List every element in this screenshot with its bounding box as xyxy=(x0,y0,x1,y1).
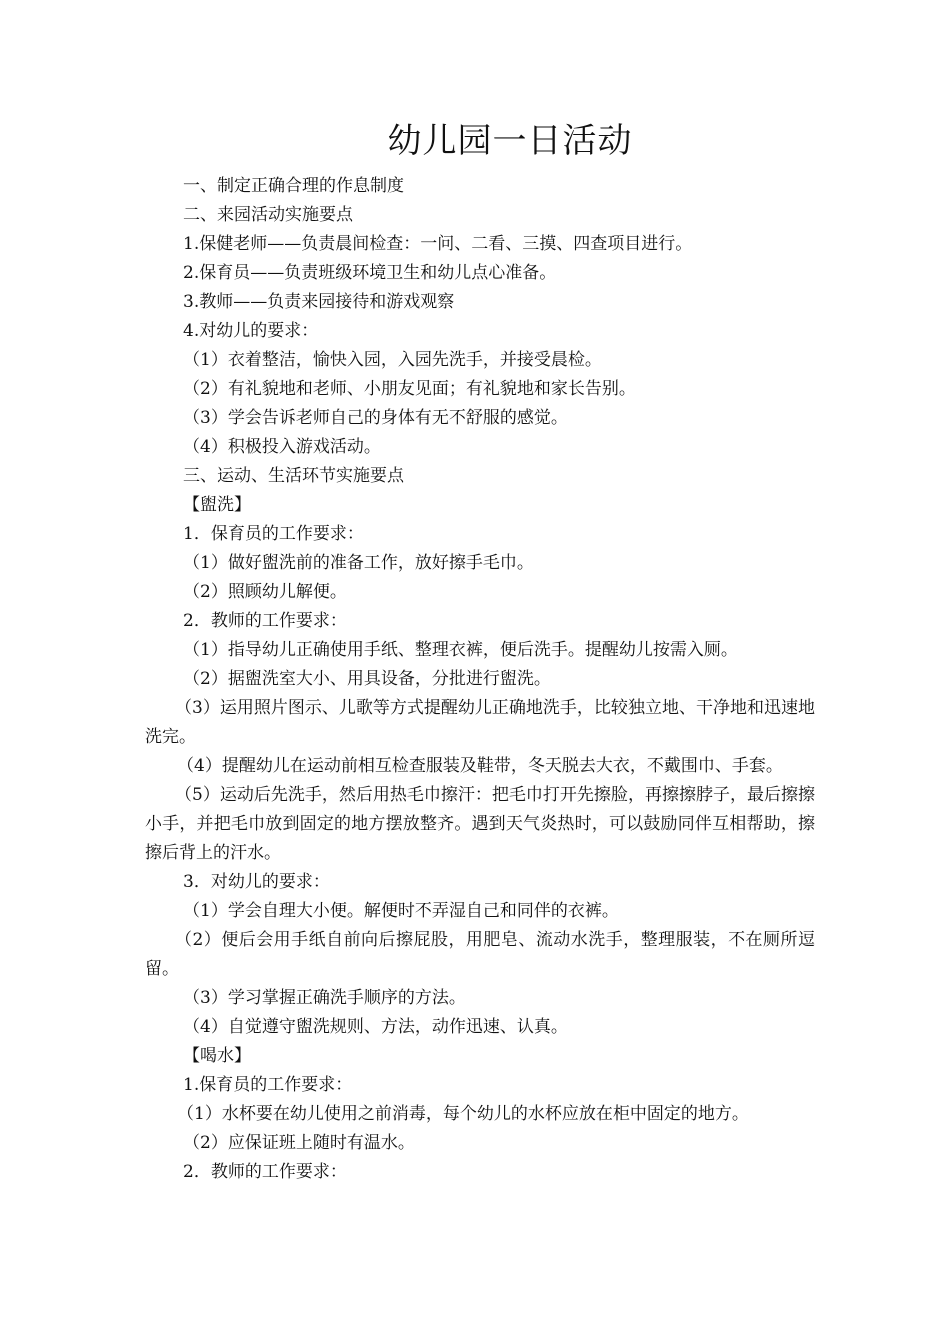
text-line: 三、运动、生活环节实施要点 xyxy=(183,466,404,486)
text-line: （4）提醒幼儿在运动前相互检查服装及鞋带，冬天脱去大衣，不戴围巾、手套。 xyxy=(177,756,783,776)
section-heading: 【喝水】 xyxy=(183,1046,251,1066)
text-line: 4.对幼儿的要求： xyxy=(183,321,319,341)
text-paragraph: （2）便后会用手纸自前向后擦屁股，用肥皂、流动水洗手，整理服装，不在厕所逗留。 xyxy=(145,930,815,979)
text-line: 3．对幼儿的要求： xyxy=(183,872,330,892)
section-heading: 【盥洗】 xyxy=(183,495,251,515)
text-line: 2.保育员——负责班级环境卫生和幼儿点心准备。 xyxy=(183,263,557,283)
text-paragraph: （5）运动后先洗手，然后用热毛巾擦汗：把毛巾打开先擦脸，再擦擦脖子，最后擦擦小手，并把毛巾放到固定的地方摆放整齐。遇到天气炎热时，可以鼓励同伴互相帮助，擦擦后背上的汗水。 xyxy=(145,785,815,863)
text-paragraph: （3）运用照片图示、儿歌等方式提醒幼儿正确地洗手，比较独立地、干净地和迅速地洗完。 xyxy=(145,698,815,747)
text-line: （1）学会自理大小便。解便时不弄湿自己和同伴的衣裤。 xyxy=(183,901,619,921)
document-body xyxy=(145,172,815,1187)
text-line: 1.保育员的工作要求： xyxy=(183,1075,353,1095)
text-line: 二、来园活动实施要点 xyxy=(183,205,353,225)
text-line: （2）照顾幼儿解便。 xyxy=(183,582,347,602)
text-line: （2）应保证班上随时有温水。 xyxy=(183,1133,415,1153)
text-line: （2）有礼貌地和老师、小朋友见面；有礼貌地和家长告别。 xyxy=(183,379,636,399)
text-line: （3）学习掌握正确洗手顺序的方法。 xyxy=(183,988,466,1008)
document-title: 幼儿园一日活动 xyxy=(387,121,633,161)
text-line: （1）指导幼儿正确使用手纸、整理衣裤，便后洗手。提醒幼儿按需入厕。 xyxy=(183,640,738,660)
text-line: 1．保育员的工作要求： xyxy=(183,524,364,544)
text-line: 2．教师的工作要求： xyxy=(183,611,347,631)
text-line: （3）学会告诉老师自己的身体有无不舒服的感觉。 xyxy=(183,408,568,428)
text-line: （1）衣着整洁，愉快入园，入园先洗手，并接受晨检。 xyxy=(183,350,602,370)
text-line: （1）水杯要在幼儿使用之前消毒，每个幼儿的水杯应放在柜中固定的地方。 xyxy=(177,1104,749,1124)
text-line: 3.教师——负责来园接待和游戏观察 xyxy=(183,292,455,312)
text-line: （4）自觉遵守盥洗规则、方法，动作迅速、认真。 xyxy=(183,1017,568,1037)
text-line: 1.保健老师——负责晨间检查：一问、二看、三摸、四查项目进行。 xyxy=(183,234,693,254)
text-line: 2．教师的工作要求： xyxy=(183,1162,347,1182)
text-line: （1）做好盥洗前的准备工作，放好擦手毛巾。 xyxy=(183,553,534,573)
text-line: 一、制定正确合理的作息制度 xyxy=(183,176,404,196)
text-line: （4）积极投入游戏活动。 xyxy=(183,437,381,457)
text-line: （2）据盥洗室大小、用具设备，分批进行盥洗。 xyxy=(183,669,551,689)
